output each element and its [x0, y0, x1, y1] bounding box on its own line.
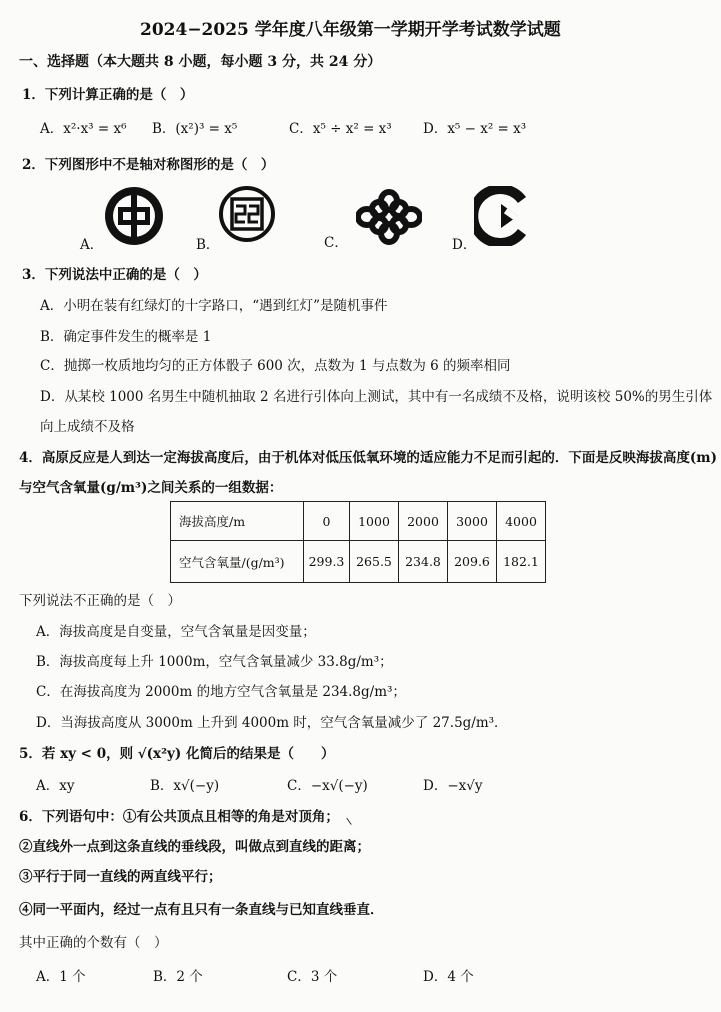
- bank-logo-a-icon: [104, 186, 164, 246]
- q2-option-a[interactable]: A．: [80, 237, 104, 253]
- question-5-stem: 5．若 xy < 0，则 √(x²y) 化简后的结果是（ ）: [19, 746, 335, 762]
- section-heading: 一、选择题（本大题共 8 小题，每小题 3 分，共 24 分）: [19, 54, 382, 70]
- table-cell: 0: [304, 502, 350, 541]
- q4-option-d[interactable]: D．当海拔高度从 3000m 上升到 4000m 时，空气含氧量减少了 27.5g/m³．: [36, 715, 508, 731]
- q1-option-b[interactable]: B．(x²)³ = x⁵: [152, 121, 238, 137]
- q2-option-c[interactable]: C．: [324, 235, 348, 251]
- q5-option-c[interactable]: C．−x√(−y): [287, 778, 368, 794]
- q5-option-a[interactable]: A．xy: [36, 778, 75, 794]
- q5-option-b[interactable]: B．x√(−y): [150, 778, 220, 794]
- q2-option-d[interactable]: D．: [452, 237, 477, 253]
- q6-option-d[interactable]: D．4 个: [423, 969, 474, 985]
- table-row-header-height: 海拔高度/m: [171, 502, 304, 541]
- q1-option-a[interactable]: A．x²·x³ = x⁶: [40, 121, 127, 137]
- table-row-header-oxygen: 空气含氧量/(g/m³): [171, 541, 304, 583]
- unicom-knot-icon: [356, 189, 422, 245]
- q2-option-b[interactable]: B．: [196, 237, 220, 253]
- question-6-statement-4: ④同一平面内，经过一点有且只有一条直线与已知直线垂直．: [19, 902, 384, 918]
- question-2-stem: 2．下列图形中不是轴对称图形的是（ ）: [22, 157, 275, 173]
- q4-option-c[interactable]: C．在海拔高度为 2000m 的地方空气含氧量是 234.8g/m³；: [36, 684, 406, 700]
- question-6-prompt: 其中正确的个数有（ ）: [19, 935, 168, 951]
- q3-option-d[interactable]: D．从某校 1000 名男生中随机抽取 2 名进行引体向上测试，其中有一名成绩不及格，说明该校 50%的男生引体: [40, 389, 713, 405]
- q6-option-a[interactable]: A．1 个: [36, 969, 86, 985]
- question-4-prompt: 下列说法不正确的是（ ）: [19, 593, 181, 609]
- q4-option-b[interactable]: B．海拔高度每上升 1000m，空气含氧量减少 33.8g/m³；: [36, 654, 393, 670]
- table-cell: 182.1: [497, 541, 546, 583]
- q3-option-d-continued: 向上成绩不及格: [40, 419, 135, 435]
- q4-option-a[interactable]: A．海拔高度是自变量，空气含氧量是因变量；: [36, 624, 316, 640]
- question-3-stem: 3．下列说法中正确的是（ ）: [22, 267, 207, 283]
- q1-option-c[interactable]: C．x⁵ ÷ x² = x³: [289, 121, 392, 137]
- q3-option-a[interactable]: A．小明在装有红绿灯的十字路口，“遇到红灯”是随机事件: [40, 298, 388, 314]
- q6-option-b[interactable]: B．2 个: [153, 969, 203, 985]
- table-cell: 2000: [399, 502, 448, 541]
- q6-option-c[interactable]: C．3 个: [287, 969, 338, 985]
- table-cell: 1000: [350, 502, 399, 541]
- table-cell: 299.3: [304, 541, 350, 583]
- q3-option-c[interactable]: C．抛掷一枚质地均匀的正方体骰子 600 次，点数为 1 与点数为 6 的频率相同: [40, 358, 511, 374]
- table-cell: 4000: [497, 502, 546, 541]
- table-row: [171, 541, 546, 583]
- q5-option-d[interactable]: D．−x√y: [423, 778, 483, 794]
- q3-option-b[interactable]: B．确定事件发生的概率是 1: [40, 329, 212, 345]
- table-cell: 234.8: [399, 541, 448, 583]
- table-cell: 265.5: [350, 541, 399, 583]
- page-title: 2024−2025 学年度八年级第一学期开学考试数学试题: [140, 20, 561, 40]
- question-4-stem-line2: 与空气含氧量(g/m³)之间关系的一组数据：: [19, 480, 283, 496]
- pen-mark: [341, 818, 351, 829]
- construction-bank-c-icon: [474, 186, 530, 246]
- table-cell: 209.6: [448, 541, 497, 583]
- question-6-statement-3: ③平行于同一直线的两直线平行；: [19, 869, 222, 885]
- table-cell: 3000: [448, 502, 497, 541]
- bank-logo-b-icon: [219, 186, 275, 242]
- question-6-stem: 6．下列语句中：①有公共顶点且相等的角是对顶角；: [19, 809, 339, 825]
- altitude-oxygen-table: [170, 501, 546, 583]
- question-4-stem: 4．高原反应是人到达一定海拔高度后，由于机体对低压低氧环境的适应能力不足而引起的．下面是反映海拔高度(m): [19, 450, 717, 466]
- table-row: [171, 502, 546, 541]
- q1-option-d[interactable]: D．x⁵ − x² = x³: [423, 121, 527, 137]
- question-6-statement-2: ②直线外一点到这条直线的垂线段，叫做点到直线的距离；: [19, 839, 370, 855]
- question-1-stem: 1．下列计算正确的是（ ）: [22, 87, 194, 103]
